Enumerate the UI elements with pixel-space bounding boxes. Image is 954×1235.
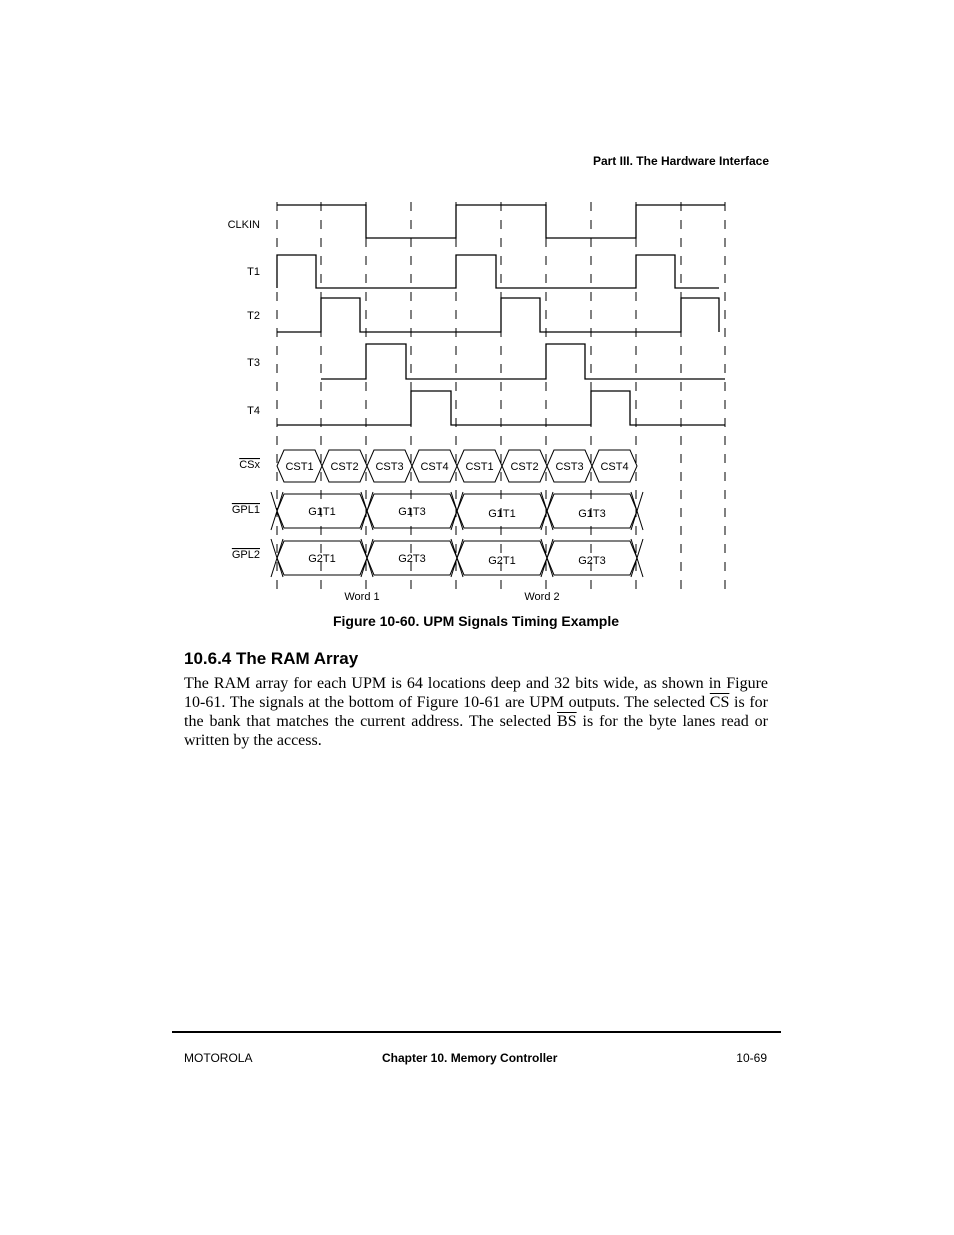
gpl2-state-label: G2T1 [308,553,336,565]
csx-state-label: CST1 [285,461,314,473]
t3-waveform [321,344,725,379]
footer-chapter: Chapter 10. Memory Controller [382,1051,558,1065]
csx-state-label: CST2 [510,461,539,473]
timing-gridlines [277,202,725,597]
csx-label: CSx [239,459,260,471]
csx-state-label: CST4 [600,461,629,473]
footer-publisher: MOTOROLA [184,1051,253,1065]
footer-page-number: 10-69 [736,1051,767,1065]
gpl1-state-label: G1T1 [488,508,516,520]
clkin-label: CLKIN [227,219,260,231]
gpl1-state-label: G1T3 [578,508,606,520]
gpl1-state-label: G1T3 [398,506,426,518]
footer-rule [172,1031,781,1033]
gpl2-state-label: G2T3 [578,555,606,567]
t3-label: T3 [247,357,260,369]
word-2-label: Word 2 [524,591,560,603]
t4-label: T4 [247,405,260,417]
csx-cells [277,450,637,482]
cs-signal: $\overline{CS}$ [709,694,730,711]
section-heading: 10.6.4 The RAM Array [184,649,359,668]
figure-caption: Figure 10-60. UPM Signals Timing Example [332,613,620,629]
gpl2-state-label: G2T3 [398,553,426,565]
gpl2-label: GPL2 [231,549,260,561]
t1-label: T1 [247,266,260,278]
t2-waveform [277,298,719,332]
gpl2-state-label: G2T1 [488,555,516,567]
csx-state-label: CST1 [465,461,494,473]
running-header: Part III. The Hardware Interface [592,154,769,168]
gpl1-label: GPL1 [231,504,260,516]
paragraph-text-2: is for the bank that matches the current address. The selected [184,694,769,730]
word-1-label: Word 1 [344,591,380,603]
paragraph-text-3: is for the byte lanes read or written by the access. [184,713,768,749]
csx-state-label: CST3 [375,461,404,473]
csx-state-label: CST2 [330,461,359,473]
csx-state-label: CST4 [420,461,449,473]
csx-state-label: CST3 [555,461,584,473]
gpl2-cells [271,539,643,577]
paragraph-text-1: The RAM array for each UPM is 64 locations deep and 32 bits wide, as shown in Figure 10-61. The signals at the bottom of Figure 10-61 are UPM outputs. The selected [184,675,768,711]
bs-signal: $\overline{BS}$ [557,713,577,730]
t2-label: T2 [247,310,260,322]
gpl1-cells [271,492,643,530]
gpl1-state-label: G1T1 [308,506,336,518]
t1-waveform [277,255,719,288]
body-paragraph [184,674,768,750]
